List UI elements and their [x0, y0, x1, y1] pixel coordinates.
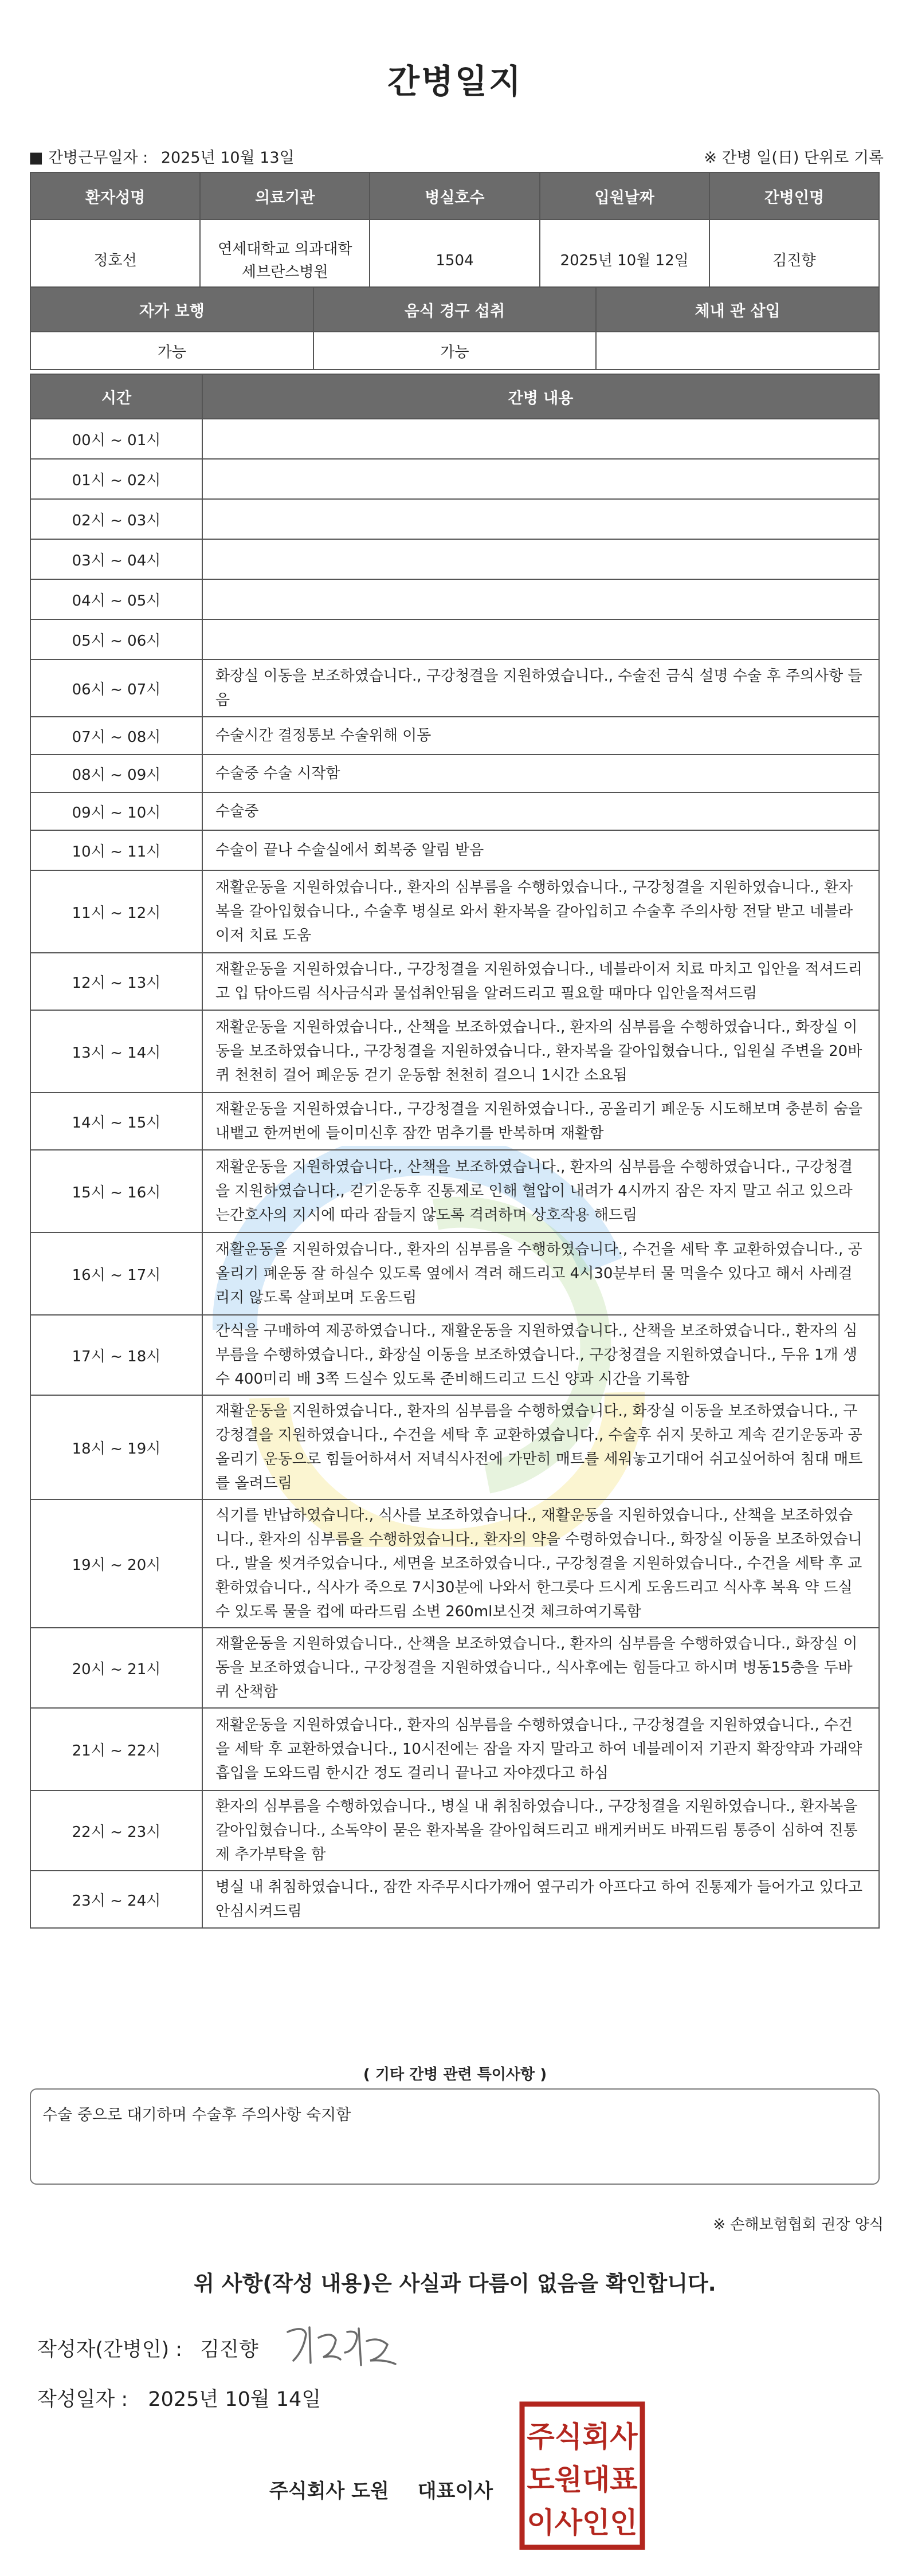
notes-text: 수술 중으로 대기하며 수술후 주의사항 숙지함 — [42, 2106, 351, 2124]
care-log-row — [30, 1708, 879, 1790]
care-log-content: 병실 내 취침하였습니다., 잠깐 자주무시다가깨어 옆구리가 아프다고 하여 진통제가 들어가고 있다고 안심시켜드림 — [202, 1871, 879, 1928]
tube-insertion-value — [596, 332, 879, 370]
care-log-row — [30, 539, 879, 579]
header-hospital: 의료기관 — [200, 172, 370, 219]
care-log-content: 수술시간 결정통보 수술위해 이동 — [202, 717, 879, 755]
header-tube-insertion: 체내 관 삽입 — [596, 287, 879, 332]
care-log-row — [30, 1499, 879, 1628]
written-date-label: 작성일자 : — [37, 2388, 128, 2411]
care-log-content: 재활운동을 지원하였습니다., 환자의 심부름을 수행하였습니다., 수건을 세탁 후 교환하였습니다., 공올리기 폐운동 잘 하실수 있도록 옆에서 격려 해드리고 4시30분부터 물 먹을수 있다고 해서 사레걸리지 않도록 살펴보며 도움드림 — [202, 1232, 879, 1315]
oral-intake-value: 가능 — [313, 332, 597, 370]
header-admission-date: 입원날짜 — [540, 172, 709, 219]
care-log-row — [30, 792, 879, 830]
care-log-time: 08시 ~ 09시 — [30, 755, 202, 792]
page-title: 간병일지 — [387, 62, 523, 101]
care-log-row — [30, 619, 879, 659]
care-log-content — [202, 459, 879, 499]
ability-header-row — [30, 287, 879, 332]
handwritten-signature — [281, 2315, 401, 2372]
care-log-time: 18시 ~ 19시 — [30, 1395, 202, 1499]
care-log-time: 01시 ~ 02시 — [30, 459, 202, 499]
care-log-content: 재활운동을 지원하였습니다., 구강청결을 지원하였습니다., 공올리기 폐운동 시도해보며 충분히 숨을 내뱉고 한꺼번에 들이미신후 잠깐 멈추기를 반복하며 재활함 — [202, 1093, 879, 1150]
care-log-row — [30, 499, 879, 539]
care-log-content: 재활운동을 지원하였습니다., 산책을 보조하였습니다., 환자의 심부름을 수행하였습니다., 구강청결을 지원하였습니다., 걷기운동후 진통제로 인해 혈압이 내려가 4시까지 잠은 자지 말고 쉬고 있으라는간호사의 지시에 따라 잠들지 않도록 격려하며 상호작용 해드림 — [202, 1150, 879, 1232]
care-log-time: 07시 ~ 08시 — [30, 717, 202, 755]
care-log-content: 수술중 — [202, 792, 879, 830]
care-log-time: 14시 ~ 15시 — [30, 1093, 202, 1150]
care-log-row — [30, 659, 879, 717]
writer-label: 작성자(간병인) : — [37, 2338, 183, 2361]
care-log-content: 수술이 끝나 수술실에서 회복중 알림 받음 — [202, 830, 879, 870]
caregiver-name: 김진향 — [709, 219, 879, 302]
care-log-content: 식기를 반납하였습니다., 식사를 보조하였습니다., 재활운동을 지원하였습니다., 산책을 보조하였습니다., 환자의 심부름을 수행하였습니다., 환자의 약을 수령하였습니다., 화장실 이동을 보조하였습니다., 발을 씻겨주었습니다., 세면을 보조하였습니다., 구강청결을 지원하였습니다., 수건을 세탁 후 교환하였습니다., 식사가 죽으로 7시30분에 나와서 한그릇다 드시게 도움드리고 식사후 복욕 약 드실수 있도록 물을 컵에 따라드림 소변 260ml보신것 체크하여기록함 — [202, 1499, 879, 1628]
care-log-time: 03시 ~ 04시 — [30, 539, 202, 579]
form-note: ※ 손해보험협회 권장 양식 — [713, 2216, 884, 2233]
care-log-content — [202, 499, 879, 539]
care-log-content: 재활운동을 지원하였습니다., 구강청결을 지원하였습니다., 네블라이저 치료 마치고 입안을 적셔드리고 입 닦아드림 식사금식과 물섭취안됨을 알려드리고 필요할 때마다 입안을적셔드림 — [202, 953, 879, 1010]
work-date-value: 2025년 10월 13일 — [160, 149, 295, 167]
hospital-line1: 연세대학교 의과대학 — [218, 241, 352, 258]
care-log-row — [30, 953, 879, 1010]
header-oral-intake: 음식 경구 섭취 — [313, 287, 597, 332]
care-log-row — [30, 870, 879, 953]
work-date — [29, 145, 295, 167]
care-log-content: 환자의 심부름을 수행하였습니다., 병실 내 취침하였습니다., 구강청결을 지원하였습니다., 환자복을 갈아입혔습니다., 소독약이 묻은 환자복을 갈아입혀드리고 배게커버도 바꿔드림 통증이 심하여 진통제 추가부탁을 함 — [202, 1790, 879, 1871]
care-log-content: 재활운동을 지원하였습니다., 환자의 심부름을 수행하였습니다., 구강청결을 지원하였습니다., 수건을 세탁 후 교환하였습니다., 10시전에는 잠을 자지 말라고 하여 네블레이저 기관지 확장약과 가래약 흡입을 도와드림 한시간 정도 걸리니 끝나고 자야겠다고 하심 — [202, 1708, 879, 1790]
care-log-time: 02시 ~ 03시 — [30, 499, 202, 539]
care-log-time: 10시 ~ 11시 — [30, 830, 202, 870]
stamp-line1: 주식회사 — [527, 2420, 638, 2453]
patient-name: 정호선 — [30, 219, 200, 302]
patient-info-table — [30, 172, 880, 303]
care-log-content: 화장실 이동을 보조하였습니다., 구강청결을 지원하였습니다., 수술전 금식 설명 수술 후 주의사항 들음 — [202, 659, 879, 717]
care-log-body — [30, 419, 879, 1928]
notes-header: ( 기타 간병 관련 특이사항 ) — [363, 2066, 547, 2083]
stamp-line2: 도원대표 — [527, 2463, 638, 2496]
care-log-time: 15시 ~ 16시 — [30, 1150, 202, 1232]
patient-info-header-row — [30, 172, 879, 219]
care-log-time: 13시 ~ 14시 — [30, 1010, 202, 1093]
stamp-line3: 이사인인 — [527, 2506, 638, 2539]
unit-note: ※ 간병 일(日) 단위로 기록 — [704, 149, 884, 167]
care-log-time: 21시 ~ 22시 — [30, 1708, 202, 1790]
care-log-row — [30, 717, 879, 755]
care-log-content — [202, 579, 879, 619]
care-log-content: 재활운동을 지원하였습니다., 산책을 보조하였습니다., 환자의 심부름을 수행하였습니다., 화장실 이동을 보조하였습니다., 구강청결을 지원하였습니다., 환자복을 갈아입혔습니다., 입원실 주변을 20바퀴 천천히 걸어 폐운동 걷기 운동함 천천히 걸으니 1시간 소요됨 — [202, 1010, 879, 1093]
admission-date: 2025년 10월 12일 — [540, 219, 709, 302]
care-log-time: 12시 ~ 13시 — [30, 953, 202, 1010]
writer-name: 김진향 — [200, 2338, 258, 2361]
header-content: 간병 내용 — [202, 374, 879, 419]
care-log-row — [30, 1395, 879, 1499]
writer-line — [37, 2334, 258, 2362]
care-log-time: 16시 ~ 17시 — [30, 1232, 202, 1315]
care-log-time: 09시 ~ 10시 — [30, 792, 202, 830]
header-room: 병실호수 — [370, 172, 539, 219]
company-seal-stamp — [519, 2401, 646, 2551]
care-log-row — [30, 1628, 879, 1708]
care-log-content — [202, 619, 879, 659]
care-log-time: 11시 ~ 12시 — [30, 870, 202, 953]
header-time: 시간 — [30, 374, 202, 419]
company-name: 주식회사 도원 — [269, 2480, 389, 2503]
ability-value-row — [30, 332, 879, 370]
care-log-row — [30, 419, 879, 459]
notes-box — [30, 2088, 880, 2185]
care-log-content: 재활운동을 지원하였습니다., 환자의 심부름을 수행하였습니다., 화장실 이동을 보조하였습니다., 구강청결을 지원하였습니다., 수건을 세탁 후 교환하였습니다., 수술후 쉬지 못하고 계속 걷기운동과 공올리기 운동으로 힘들어하셔서 저녁식사전에 가만히 매트를 세워놓고기대어 쉬고싶어하여 침대 매트를 올려드림 — [202, 1395, 879, 1499]
company-signature-line — [269, 2475, 493, 2503]
room-number: 1504 — [370, 219, 539, 302]
care-log-time: 06시 ~ 07시 — [30, 659, 202, 717]
care-log-row — [30, 1790, 879, 1871]
care-log-content: 수술중 수술 시작함 — [202, 755, 879, 792]
care-log-table — [30, 374, 880, 1929]
patient-ability-table — [30, 286, 880, 370]
work-date-label: ■ 간병근무일자 : — [29, 149, 148, 167]
care-log-row — [30, 1232, 879, 1315]
hospital-line2: 세브란스병원 — [241, 264, 328, 281]
care-log-time: 22시 ~ 23시 — [30, 1790, 202, 1871]
care-log-content: 재활운동을 지원하였습니다., 환자의 심부름을 수행하였습니다., 구강청결을 지원하였습니다., 환자복을 갈아입혔습니다., 수술후 병실로 와서 환자복을 갈아입히고 수술후 주의사항 전달 받고 네블라이저 치료 도움 — [202, 870, 879, 953]
care-log-time: 00시 ~ 01시 — [30, 419, 202, 459]
care-log-row — [30, 1150, 879, 1232]
care-log-row — [30, 755, 879, 792]
care-log-time: 20시 ~ 21시 — [30, 1628, 202, 1708]
care-log-content: 간식을 구매하여 제공하였습니다., 재활운동을 지원하였습니다., 산책을 보조하였습니다., 환자의 심부름을 수행하였습니다., 화장실 이동을 보조하였습니다., 구강청결을 지원하였습니다., 두유 1개 생수 400미리 배 3쪽 드실수 있도록 준비해드리고 드신 양과 시간을 기록함 — [202, 1315, 879, 1395]
care-log-content: 재활운동을 지원하였습니다., 산책을 보조하였습니다., 환자의 심부름을 수행하였습니다., 화장실 이동을 보조하였습니다., 구강청결을 지원하였습니다., 식사후에는 힘들다고 하시며 병동15층을 두바퀴 산책함 — [202, 1628, 879, 1708]
care-log-row — [30, 579, 879, 619]
header-walking: 자가 보행 — [30, 287, 313, 332]
care-log-content — [202, 539, 879, 579]
written-date — [37, 2383, 321, 2412]
header-patient-name: 환자성명 — [30, 172, 200, 219]
care-log-row — [30, 1871, 879, 1928]
care-log-row — [30, 1010, 879, 1093]
care-log-row — [30, 459, 879, 499]
header-caregiver: 간병인명 — [709, 172, 879, 219]
walking-value: 가능 — [30, 332, 313, 370]
care-log-content — [202, 419, 879, 459]
written-date-value: 2025년 10월 14일 — [148, 2388, 321, 2411]
care-log-time: 17시 ~ 18시 — [30, 1315, 202, 1395]
ceo-label: 대표이사 — [417, 2480, 493, 2503]
care-log-row — [30, 1315, 879, 1395]
care-log-time: 04시 ~ 05시 — [30, 579, 202, 619]
care-log-row — [30, 830, 879, 870]
care-log-time: 19시 ~ 20시 — [30, 1499, 202, 1628]
confirmation-statement: 위 사항(작성 내용)은 사실과 다름이 없음을 확인합니다. — [194, 2271, 716, 2296]
care-log-row — [30, 1093, 879, 1150]
care-log-header-row — [30, 374, 879, 419]
care-log-time: 23시 ~ 24시 — [30, 1871, 202, 1928]
care-log-time: 05시 ~ 06시 — [30, 619, 202, 659]
